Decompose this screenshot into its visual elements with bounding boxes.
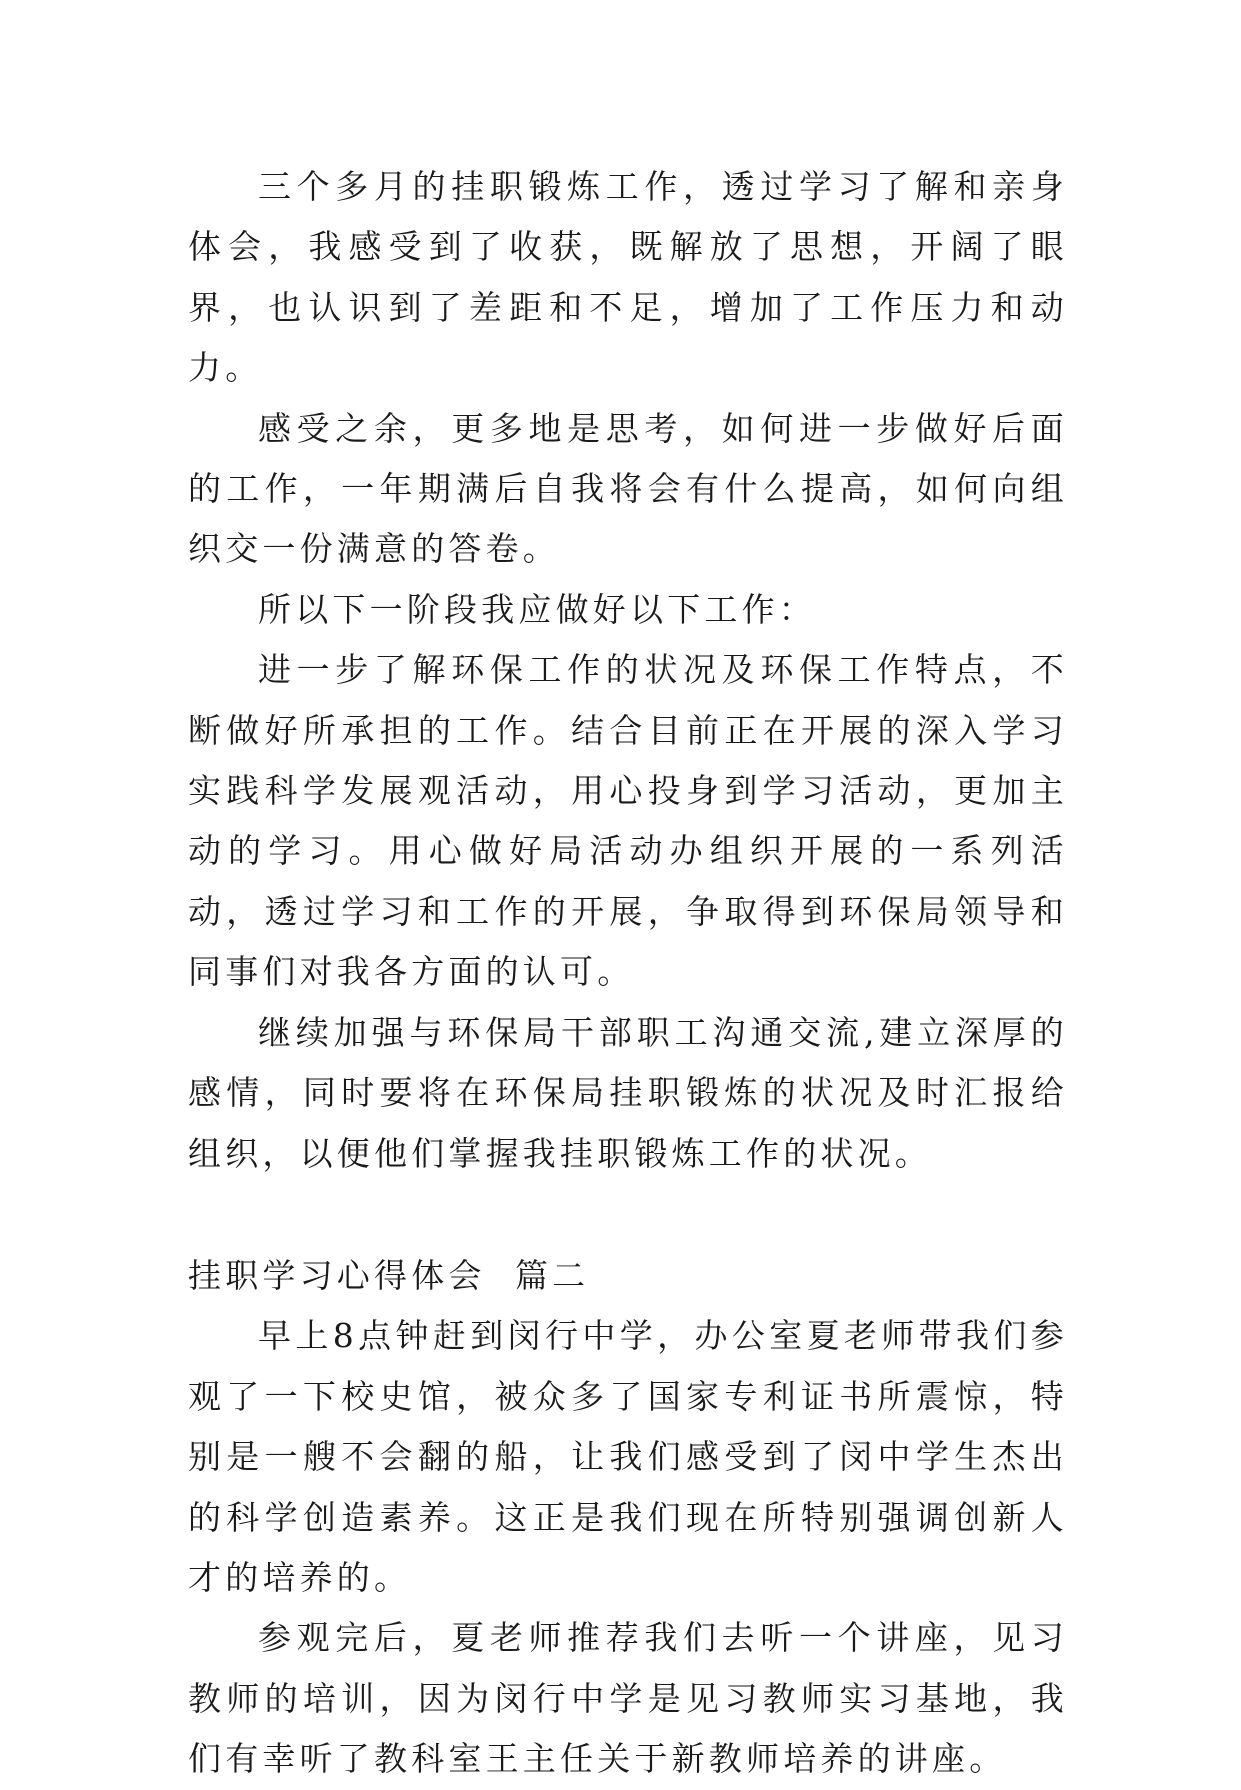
document-page xyxy=(188,157,1068,1790)
paragraph: 早上8点钟赶到闵行中学，办公室夏老师带我们参观了一下校史馆，被众多了国家专利证书所震惊，特别是一艘不会翻的船，让我们感受到了闵中学生杰出的科学创造素养。这正是我们现在所特别强调创新人才的培养的。 xyxy=(188,1316,1068,1597)
paragraph: 三个多月的挂职锻炼工作，透过学习了解和亲身体会，我感受到了收获，既解放了思想，开阔了眼界，也认识到了差距和不足，增加了工作压力和动力。 xyxy=(188,167,1068,388)
section-1 xyxy=(188,157,1068,1184)
paragraph: 参观完后，夏老师推荐我们去听一个讲座，见习教师的培训，因为闵行中学是见习教师实习基地，我们有幸听了教科室王主任关于新教师培养的讲座。 xyxy=(188,1618,1068,1779)
paragraph: 感受之余，更多地是思考，如何进一步做好后面的工作，一年期满后自我将会有什么提高，如何向组织交一份满意的答卷。 xyxy=(188,408,1068,569)
paragraph: 进一步了解环保工作的状况及环保工作特点，不断做好所承担的工作。结合目前正在开展的深入学习实践科学发展观活动，用心投身到学习活动，更加主动的学习。用心做好局活动办组织开展的一系列活动，透过学习和工作的开展，争取得到环保局领导和同事们对我各方面的认可。 xyxy=(188,650,1068,992)
paragraph: 所以下一阶段我应做好以下工作： xyxy=(258,589,816,629)
section-2 xyxy=(188,1246,1068,1790)
section-spacer xyxy=(188,1184,1068,1246)
paragraph: 继续加强与环保局干部职工沟通交流,建立深厚的感情，同时要将在环保局挂职锻炼的状况及时汇报给组织，以便他们掌握我挂职锻炼工作的状况。 xyxy=(188,1012,1068,1173)
section-heading: 挂职学习心得体会 篇二 xyxy=(188,1255,590,1295)
